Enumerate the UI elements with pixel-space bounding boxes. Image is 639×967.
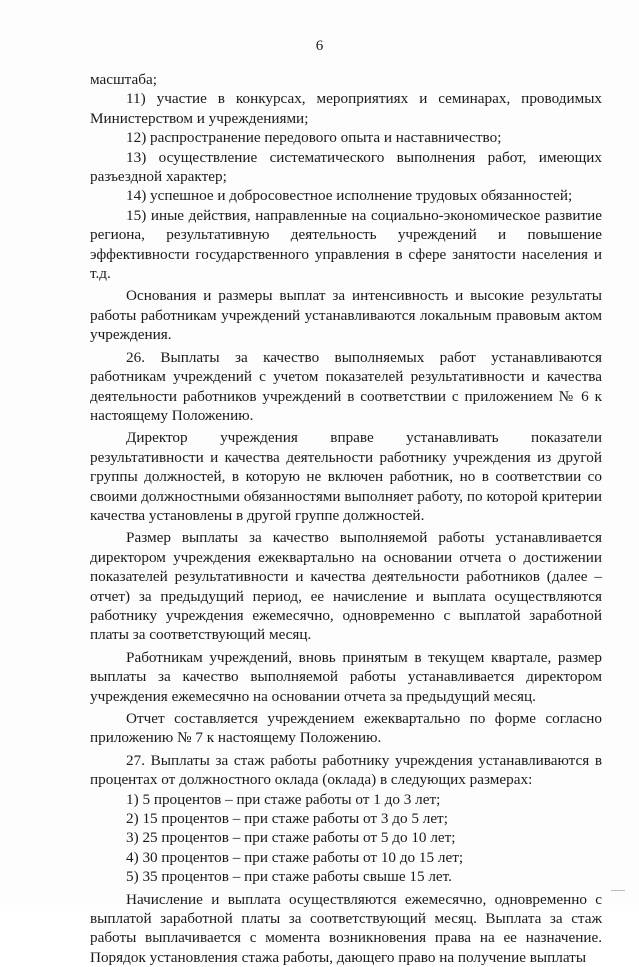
- list-item: 3) 25 процентов – при стаже работы от 5 до 10 лет;: [126, 829, 456, 847]
- paragraph: Основания и размеры выплат за интенсивность и высокие результаты работы работникам учреждений устанавливаются локальным правовым актом учреждения.: [90, 287, 602, 344]
- paragraph: Работникам учреждений, вновь принятым в текущем квартале, размер выплаты за качество выполняемой работы устанавливается директором учреждения ежемесячно на основании отчета за предыдущий месяц.: [90, 648, 602, 705]
- list-item: 2) 15 процентов – при стаже работы от 3 до 5 лет;: [126, 810, 448, 828]
- list-item: 5) 35 процентов – при стаже работы свыше 15 лет.: [126, 868, 452, 886]
- paragraph: Отчет составляется учреждением ежеквартально по форме согласно приложению № 7 к настоящему Положению.: [90, 710, 602, 747]
- list-item: 12) распространение передового опыта и наставничество;: [126, 129, 502, 147]
- paragraph: Размер выплаты за качество выполняемой работы устанавливается директором учреждения ежеквартально на основании отчета о достижении показателей результативности и качества деятельности работников (далее – отчет) за предыдущий период, ее начисление и выплата осуществляются работнику учреждения ежемесячно, одновременно с выплатой заработной платы за соответствующий месяц.: [90, 529, 602, 644]
- document-body: [90, 70, 602, 967]
- paragraph: 26. Выплаты за качество выполняемых работ устанавливаются работникам учреждений с учетом показателей результативности и качества деятельности работников учреждений в соответствии с приложением № 6 к настоящему Положению.: [90, 348, 602, 424]
- list-item: 11) участие в конкурсах, мероприятиях и семинарах, проводимых Министерством и учреждениями;: [90, 90, 602, 127]
- list-item: 14) успешное и добросовестное исполнение трудовых обязанностей;: [126, 187, 573, 205]
- scan-mark: [611, 885, 625, 891]
- paragraph: Начисление и выплата осуществляются ежемесячно, одновременно с выплатой заработной платы за соответствующий месяц. Выплата за стаж работы выплачивается с момента возникновения права на ее назначение. Порядок установления стажа работы, дающего право на получение выплаты: [90, 890, 602, 966]
- list-item: 13) осуществление систематического выполнения работ, имеющих разъездной характер;: [90, 148, 602, 186]
- list-item: 15) иные действия, направленные на социально-экономическое развитие региона, результативную деятельность учреждений и повышение эффективности государственного управления в сфере занятости населения и т.д.: [90, 206, 602, 283]
- page-number: 6: [315, 38, 324, 54]
- list-item: 1) 5 процентов – при стаже работы от 1 до 3 лет;: [126, 790, 441, 808]
- paragraph: 27. Выплаты за стаж работы работнику учреждения устанавливаются в процентах от должностного оклада (оклада) в следующих размерах:: [90, 751, 602, 789]
- paragraph: Директор учреждения вправе устанавливать показатели результативности и качества деятельности работнику учреждения из другой группы должностей, в которую не включен работник, но в соответствии со своими должностными обязанностями выполняет работу, по которой критерии качества установлены в другой группе должностей.: [90, 429, 602, 524]
- paragraph: масштаба;: [90, 71, 157, 88]
- list-item: 4) 30 процентов – при стаже работы от 10 до 15 лет;: [126, 848, 464, 866]
